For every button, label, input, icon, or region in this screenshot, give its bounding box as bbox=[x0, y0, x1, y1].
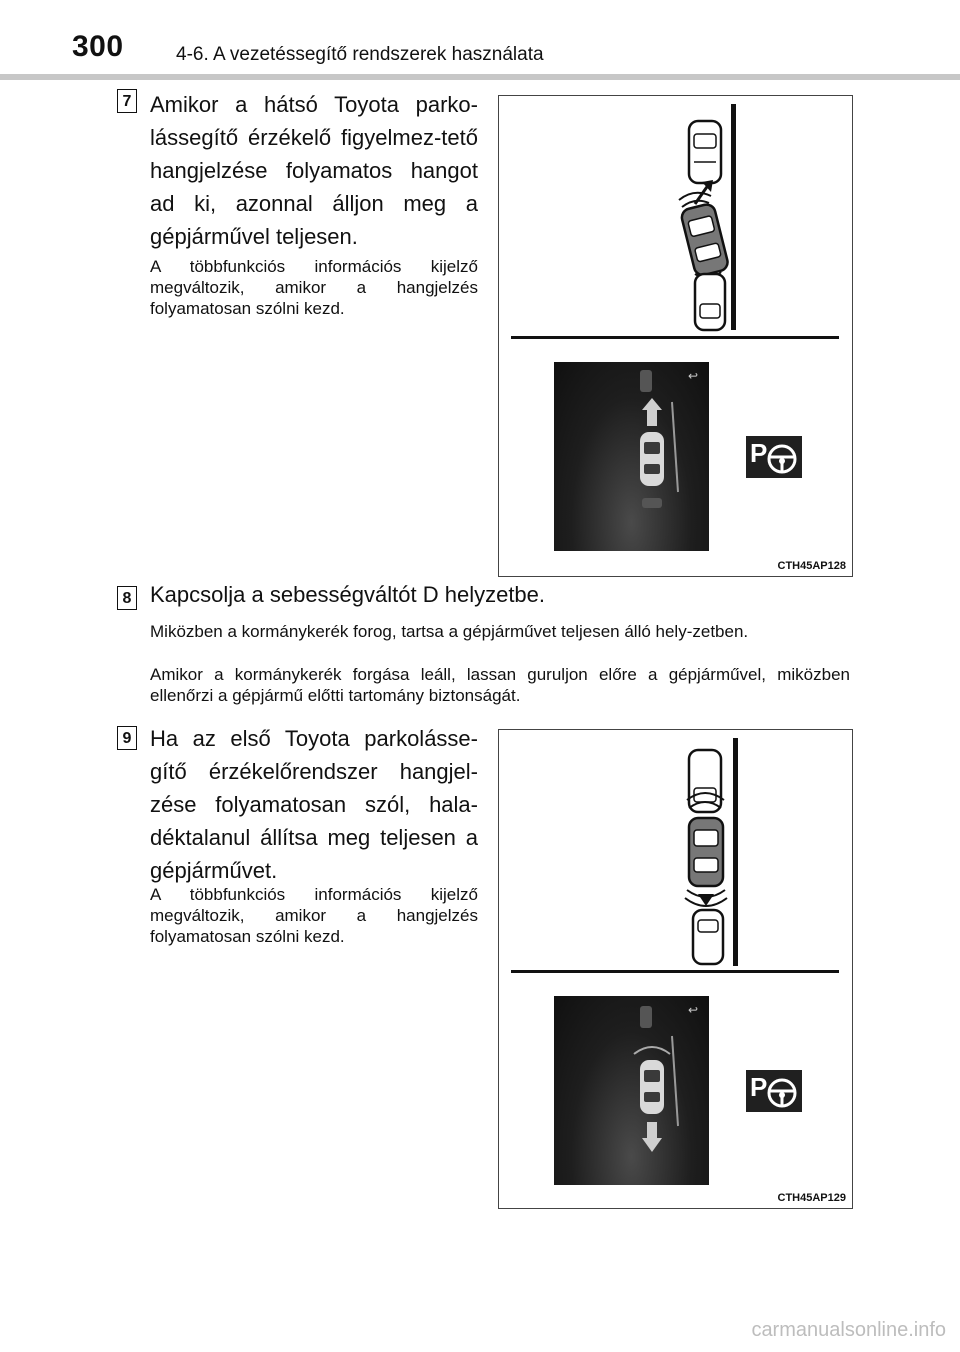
step-8-note-1: Miközben a kormánykerék forog, tartsa a gépjárművet teljesen álló hely-zetben. bbox=[150, 622, 749, 641]
step-number-8: 8 bbox=[117, 586, 137, 610]
figure-code: CTH45AP129 bbox=[777, 1192, 846, 1204]
parked-car-rear-icon bbox=[693, 910, 723, 964]
step-9-note: A többfunkciós információs kijelző megváltozik, amikor a hangjelzés folyamatosan szólni kezd. bbox=[150, 885, 478, 946]
step-7-text: Amikor a hátsó Toyota parko-lássegítő érzékelő figyelmez-tető hangjelzése folyamatos hangot ad ki, azonnal álljon meg a gépjárművel teljesen. bbox=[150, 92, 478, 249]
page-header bbox=[0, 0, 960, 80]
chapter-title: 4-6. A vezetéssegítő rendszerek használata bbox=[176, 44, 544, 65]
step-number-9: 9 bbox=[117, 726, 137, 750]
step-number-7: 7 bbox=[117, 89, 137, 113]
svg-text:↩: ↩ bbox=[688, 369, 699, 383]
figure-front-warning bbox=[498, 729, 853, 1209]
figure-divider bbox=[511, 970, 839, 973]
step-8-note-2: Amikor a kormánykerék forgása leáll, lassan guruljon előre a gépjárművel, miközben ellenőrzi a gépjármű előtti tartomány biztonságát. bbox=[150, 665, 850, 705]
figure-divider bbox=[511, 336, 839, 339]
watermark: carmanualsonline.info bbox=[751, 1319, 946, 1341]
svg-text:↩: ↩ bbox=[688, 1003, 699, 1017]
display-screen bbox=[554, 996, 709, 1185]
parking-assist-icon: P bbox=[746, 1070, 802, 1112]
header-rule bbox=[0, 74, 960, 80]
parked-car-front-icon bbox=[689, 121, 721, 183]
display-screen bbox=[554, 362, 709, 551]
parking-scene-front bbox=[499, 730, 852, 970]
own-car-icon bbox=[680, 203, 729, 277]
step-8-text: Kapcsolja a sebességváltót D helyzetbe. bbox=[150, 582, 546, 607]
figure-code: CTH45AP128 bbox=[777, 560, 846, 572]
display-graphic bbox=[554, 362, 709, 551]
parked-car-rear-icon bbox=[695, 274, 725, 330]
parking-scene-rear bbox=[499, 96, 852, 336]
parking-assist-icon: P bbox=[746, 436, 802, 478]
step-9-text: Ha az első Toyota parkolásse-gítő érzékelőrendszer hangjel-zése folyamatosan szól, hala-déktalanul állítsa meg teljesen a gépjárművet. bbox=[150, 726, 478, 883]
figure-rear-warning bbox=[498, 95, 853, 577]
display-graphic bbox=[554, 996, 709, 1185]
steering-wheel-icon bbox=[746, 436, 802, 478]
own-car-icon bbox=[689, 818, 723, 886]
step-7-note: A többfunkciós információs kijelző megváltozik, amikor a hangjelzés folyamatosan szólni kezd. bbox=[150, 257, 478, 318]
steering-wheel-icon bbox=[746, 1070, 802, 1112]
page-number: 300 bbox=[72, 30, 124, 63]
